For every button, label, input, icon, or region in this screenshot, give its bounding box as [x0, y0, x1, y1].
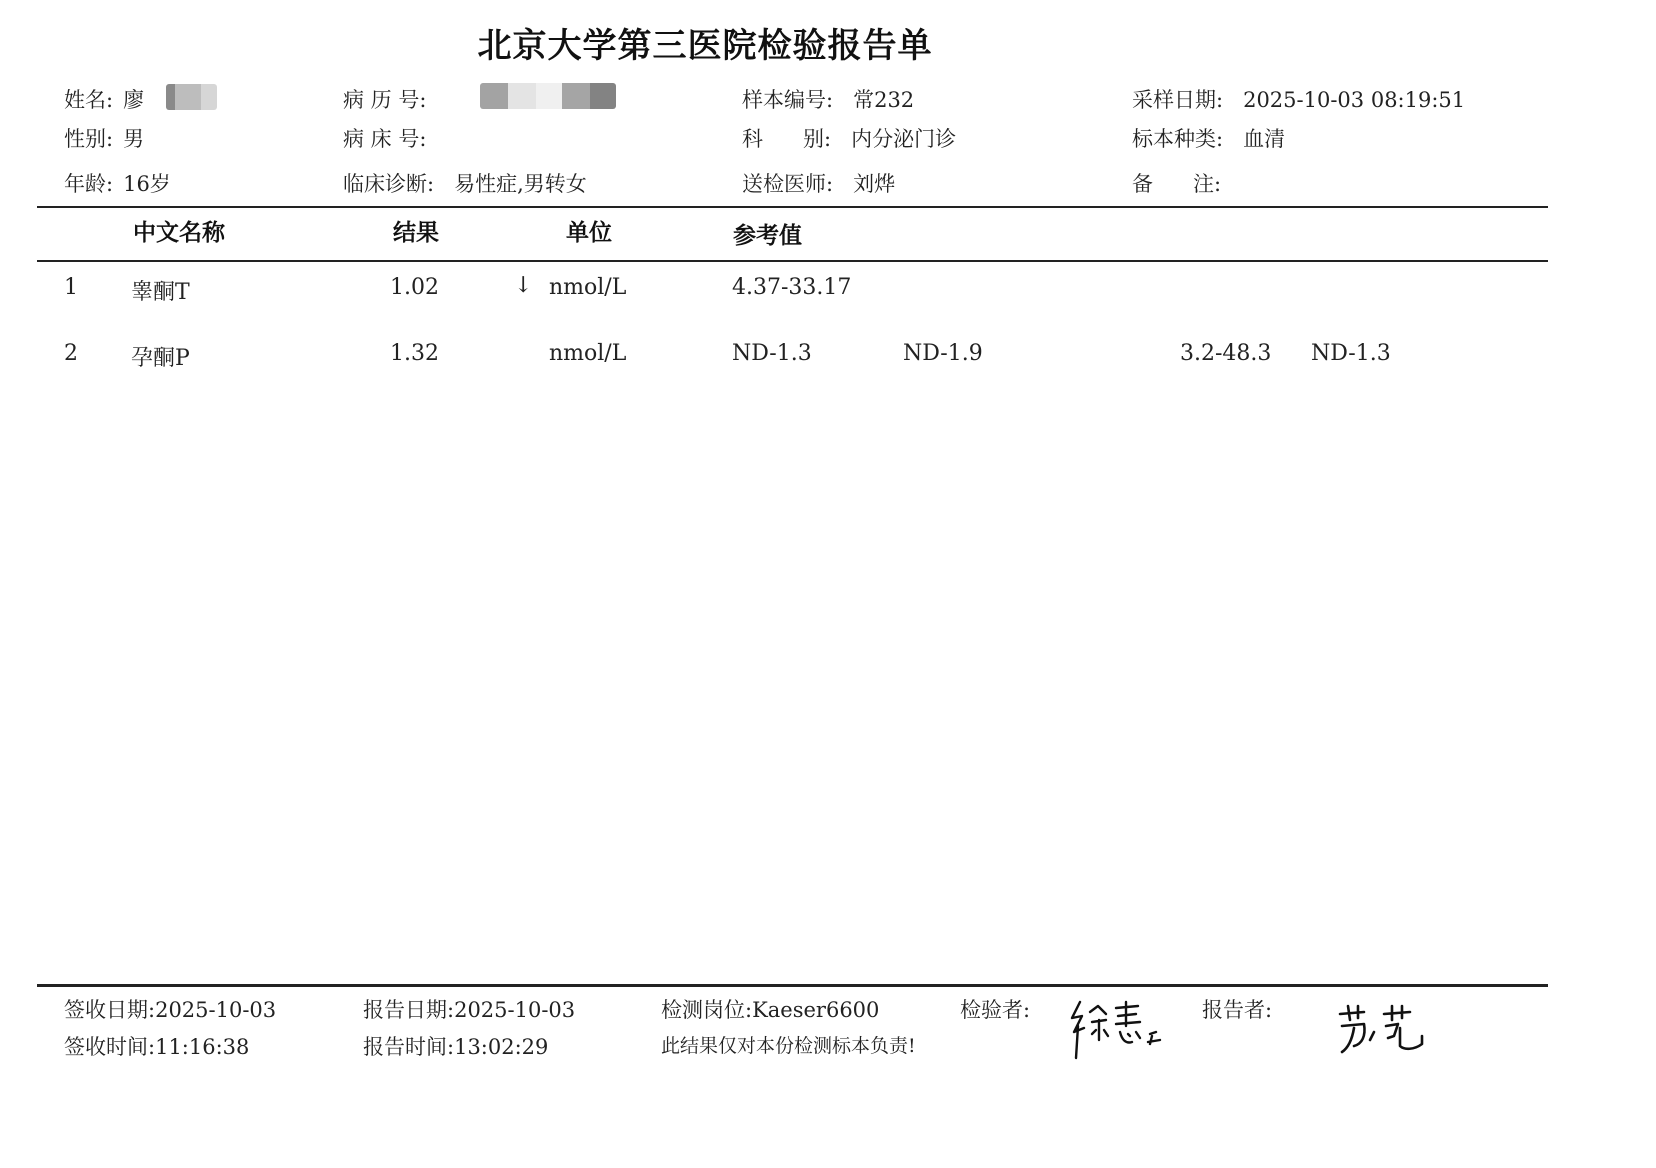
station-field [661, 994, 879, 1024]
header-reference: 参考值 [733, 223, 802, 249]
row-index: 2 [64, 341, 78, 366]
header-unit: 单位 [566, 220, 612, 246]
receive-time-label: 签收时间: [64, 1035, 156, 1059]
row-reference: 4.37-33.17 [732, 275, 852, 300]
report-date-field [363, 994, 575, 1024]
bed-no-field [343, 123, 436, 153]
sample-no-field [742, 84, 914, 114]
report-time-label: 报告时间: [363, 1035, 455, 1059]
sample-no-label: 样本编号: [742, 88, 834, 112]
header-name: 中文名称 [133, 220, 225, 246]
diagnosis-field [343, 168, 587, 198]
receive-date-value: 2025-10-03 [155, 998, 277, 1022]
remarks-field [1132, 168, 1231, 198]
receive-time-field [64, 1031, 249, 1061]
footer-rule [37, 984, 1548, 987]
disclaimer: 此结果仅对本份检测标本负责! [661, 1035, 916, 1057]
receive-time-value: 11:16:38 [155, 1035, 250, 1059]
row-result: 1.02 [390, 275, 439, 300]
patient-age-value: 16岁 [123, 172, 171, 196]
row-reference-4: ND-1.3 [1311, 341, 1391, 366]
row-name: 睾酮T [131, 280, 190, 305]
tester-label: 检验者: [960, 998, 1031, 1022]
row-reference-1: ND-1.3 [732, 341, 812, 366]
header-result: 结果 [393, 220, 439, 246]
bed-no-label: 病 床 号: [343, 127, 427, 151]
row-unit: nmol/L [549, 275, 627, 300]
patient-gender-label: 性别: [64, 127, 114, 151]
sample-date-field [1132, 84, 1465, 114]
report-date-label: 报告日期: [363, 998, 455, 1022]
report-date-value: 2025-10-03 [454, 998, 576, 1022]
doctor-label: 送检医师: [742, 172, 834, 196]
reporter-label: 报告者: [1202, 998, 1273, 1022]
specimen-type-field [1132, 123, 1285, 153]
sample-date-value: 2025-10-03 08:19:51 [1243, 88, 1466, 112]
row-index: 1 [64, 275, 78, 300]
table-header-rule [37, 260, 1548, 262]
patient-name-redaction [166, 84, 217, 110]
receive-date-label: 签收日期: [64, 998, 156, 1022]
station-label: 检测岗位: [661, 998, 753, 1022]
report-title: 北京大学第三医院检验报告单 [477, 26, 933, 66]
low-flag-arrow-icon: ↓ [514, 273, 533, 298]
diagnosis-value: 易性症,男转女 [454, 172, 587, 196]
row-reference-2: ND-1.9 [903, 341, 983, 366]
specimen-type-label: 标本种类: [1132, 127, 1224, 151]
row-unit: nmol/L [549, 341, 627, 366]
doctor-value: 刘烨 [853, 172, 896, 196]
doctor-field [742, 168, 895, 198]
remarks-label: 备 注: [1132, 172, 1222, 196]
sample-no-value: 常232 [853, 88, 915, 112]
tester-signature [1066, 996, 1170, 1062]
specimen-type-value: 血清 [1243, 127, 1286, 151]
row-result: 1.32 [390, 341, 439, 366]
table-top-rule [37, 206, 1548, 208]
report-time-value: 13:02:29 [454, 1035, 549, 1059]
record-no-redaction [480, 83, 616, 109]
report-time-field [363, 1031, 548, 1061]
patient-gender-value: 男 [123, 127, 145, 151]
department-field [742, 123, 956, 153]
department-label: 科 别: [742, 127, 832, 151]
diagnosis-label: 临床诊断: [343, 172, 435, 196]
receive-date-field [64, 994, 276, 1024]
patient-name-value: 廖 [123, 88, 145, 112]
reporter-signature [1334, 1000, 1430, 1060]
patient-age-field [64, 168, 171, 198]
sample-date-label: 采样日期: [1132, 88, 1224, 112]
patient-age-label: 年龄: [64, 172, 114, 196]
row-reference-3: 3.2-48.3 [1180, 341, 1272, 366]
station-value: Kaeser6600 [752, 998, 880, 1022]
department-value: 内分泌门诊 [851, 127, 957, 151]
record-no-field [343, 84, 426, 114]
patient-name-field [64, 84, 144, 114]
record-no-label: 病 历 号: [343, 88, 427, 112]
patient-gender-field [64, 123, 144, 153]
row-name: 孕酮P [131, 346, 190, 371]
patient-name-label: 姓名: [64, 88, 114, 112]
